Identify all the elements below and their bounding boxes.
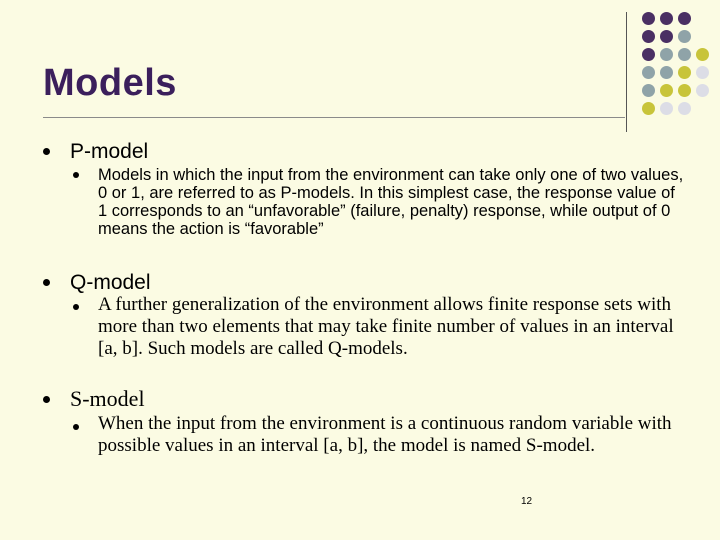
dot xyxy=(660,48,673,61)
dot xyxy=(678,66,691,79)
bullet-detail-p-model: Models in which the input from the environment can take only one of two values, 0 or 1, are referred to as P-models. In this simplest case, the response value of 1 corresponds to an “unfavorable” (failure, penalty) response, while output of 0 means the action is “favorable” xyxy=(98,166,684,238)
bullet-icon xyxy=(43,396,50,403)
sub-bullet-icon xyxy=(73,424,79,430)
bullet-heading-p-model: P-model xyxy=(70,140,149,163)
dot xyxy=(678,102,691,115)
dot xyxy=(642,12,655,25)
sub-bullet-icon xyxy=(73,172,79,178)
bullet-heading-s-model: S-model xyxy=(70,386,145,411)
dot xyxy=(642,66,655,79)
bullet-detail-q-model: A further generalization of the environment allows finite response sets with more than two elements that may take finite number of values in an interval [a, b]. Such models are called Q-models. xyxy=(98,294,674,359)
dot xyxy=(660,84,673,97)
dot xyxy=(678,30,691,43)
dot xyxy=(678,48,691,61)
dot xyxy=(660,102,673,115)
dot xyxy=(678,84,691,97)
bullet-heading-q-model: Q-model xyxy=(70,271,151,294)
dot xyxy=(696,84,709,97)
dot xyxy=(642,84,655,97)
bullet-detail-s-model: When the input from the environment is a continuous random variable with possible values in an interval [a, b], the model is named S-model. xyxy=(98,413,672,456)
dot xyxy=(678,12,691,25)
page-number: 12 xyxy=(521,496,533,507)
dot xyxy=(660,12,673,25)
dot xyxy=(642,30,655,43)
bullet-icon xyxy=(43,279,50,286)
slide-title: Models xyxy=(43,62,177,104)
dot xyxy=(642,102,655,115)
dot xyxy=(660,66,673,79)
bullet-icon xyxy=(43,148,50,155)
vertical-divider xyxy=(626,12,627,132)
sub-bullet-icon xyxy=(73,304,79,310)
dot xyxy=(696,48,709,61)
dot xyxy=(696,66,709,79)
title-underline xyxy=(43,117,625,118)
dot xyxy=(660,30,673,43)
dot xyxy=(642,48,655,61)
